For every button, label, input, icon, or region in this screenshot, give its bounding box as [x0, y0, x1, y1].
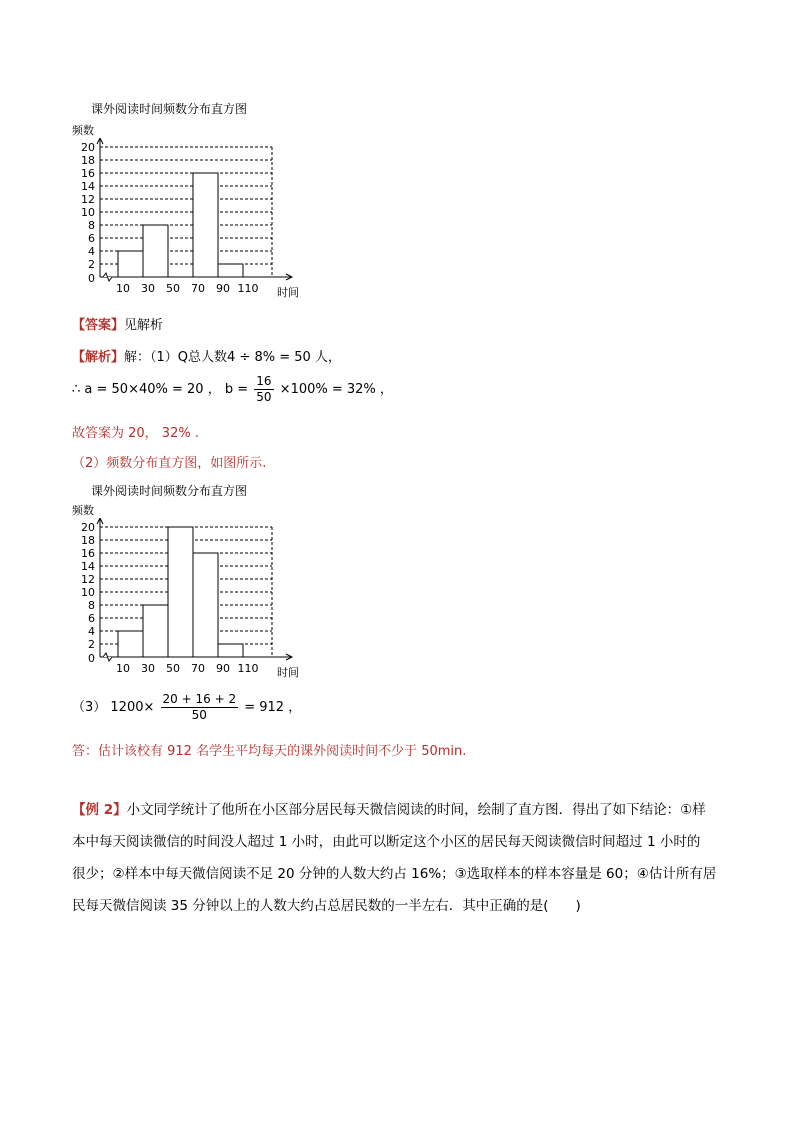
chart2-title: 课外阅读时间频数分布直方图 [91, 484, 248, 498]
answer-line4: （2）频数分布直方图，如图所示. [72, 456, 267, 471]
line2-pre: ∴ a = 50×40% = 20 ， b = [72, 382, 249, 397]
chart2-ylabel: 频数 [72, 504, 94, 517]
chart2-y-tick-label: 18 [81, 534, 95, 547]
chart2-y-tick-label: 2 [88, 638, 95, 651]
chart1-y-tick-label: 14 [81, 180, 95, 193]
chart1-y-tick-label: 16 [81, 167, 95, 180]
chart2-histogram [60, 518, 310, 680]
fraction-den: 50 [191, 708, 207, 722]
chart1-x-tick-label: 70 [191, 282, 205, 295]
fraction-num: 16 [256, 374, 272, 388]
chart1-y-tick-label: 4 [88, 245, 95, 258]
chart2-x-tick-label: 30 [141, 662, 155, 675]
chart1-title: 课外阅读时间频数分布直方图 [91, 102, 248, 116]
chart2-x-tick-label: 50 [166, 662, 180, 675]
analysis-line1: 解：（1）Q总人数4 ÷ 8% = 50 人， [124, 350, 341, 365]
chart1-x-tick-label: 30 [141, 282, 155, 295]
chart2-bar [143, 605, 168, 657]
chart2-y-tick-label: 20 [81, 521, 95, 534]
chart2-x-axis-label: 时间 [277, 666, 299, 679]
chart1-y-tick-label: 12 [81, 193, 95, 206]
chart1-bar [118, 251, 143, 277]
answer-line [72, 314, 163, 333]
calc-line5 [72, 692, 301, 723]
line2-post: ×100% = 32% ， [279, 382, 393, 397]
chart1-x-tick-label: 110 [237, 282, 259, 295]
chart2-x-tick-label: 90 [216, 662, 230, 675]
chart1-y-tick-label: 6 [88, 232, 95, 245]
chart1-y-tick-label: 0 [88, 272, 95, 285]
answer-line3: 故答案为 20， 32% . [72, 426, 199, 441]
chart2-y-tick-label: 8 [88, 599, 95, 612]
example-tag: 【例 2】 [72, 802, 127, 818]
fraction-38-50 [161, 692, 239, 723]
line5-post: = 912 ， [244, 700, 302, 715]
chart2-y-tick-label: 16 [81, 547, 95, 560]
chart1-y-tick-label: 20 [81, 141, 95, 154]
chart2-y-tick-label: 4 [88, 625, 95, 638]
chart2-y-tick-label: 10 [81, 586, 95, 599]
example-line3: 很少；②样本中每天微信阅读不足 20 分钟的人数大约占 16%；③选取样本的样本容量是 60；④估计所有居 [72, 866, 717, 882]
analysis-tag: 【解析】 [72, 350, 125, 365]
chart1-bar [193, 173, 218, 277]
calc-line2 [72, 374, 393, 405]
chart1-axis-break [103, 273, 112, 281]
chart2-x-tick-label: 10 [116, 662, 130, 675]
chart1-bar [218, 264, 243, 277]
chart2-x-tick-label: 110 [237, 662, 259, 675]
chart1-x-tick-label: 50 [166, 282, 180, 295]
chart2-y-tick-label: 12 [81, 573, 95, 586]
chart1-y-tick-label: 8 [88, 219, 95, 232]
chart2-bar [193, 553, 218, 657]
chart2-bar [218, 644, 243, 657]
chart1-histogram [60, 138, 310, 298]
answer-text: 见解析 [124, 318, 164, 333]
chart2-bar [118, 631, 143, 657]
example-text-1: 小文同学统计了他所在小区部分居民每天微信阅读的时间，绘制了直方图．得出了如下结论：①样 [126, 802, 706, 818]
chart1-ylabel: 频数 [72, 124, 94, 137]
line5-pre: （3） 1200× [72, 700, 155, 715]
chart2-bar [168, 527, 193, 657]
analysis-line [72, 346, 341, 365]
answer-line6: 答：估计该校有 912 名学生平均每天的课外阅读时间不少于 50min. [72, 744, 467, 759]
chart2-axis-break [103, 653, 112, 661]
chart1-x-tick-label: 10 [116, 282, 130, 295]
chart2-y-tick-label: 0 [88, 652, 95, 665]
answer-tag: 【答案】 [72, 318, 125, 333]
example-line4: 民每天微信阅读 35 分钟以上的人数大约占总居民数的一半左右．其中正确的是( ) [72, 898, 581, 914]
example-line1 [72, 794, 722, 826]
chart2-x-tick-label: 70 [191, 662, 205, 675]
chart1-x-tick-label: 90 [216, 282, 230, 295]
fraction-16-50 [254, 374, 273, 405]
chart1-y-tick-label: 10 [81, 206, 95, 219]
chart1-bar [143, 225, 168, 277]
chart2-y-tick-label: 6 [88, 612, 95, 625]
example-line2: 本中每天阅读微信的时间没人超过 1 小时，由此可以断定这个小区的居民每天阅读微信时间超过 1 小时的 [72, 834, 701, 850]
chart1-y-tick-label: 2 [88, 258, 95, 271]
fraction-num: 20 + 16 + 2 [162, 692, 237, 706]
example-2 [72, 794, 722, 922]
chart2-y-tick-label: 14 [81, 560, 95, 573]
fraction-den: 50 [256, 390, 272, 404]
chart1-y-tick-label: 18 [81, 154, 95, 167]
chart1-x-axis-label: 时间 [277, 286, 299, 298]
